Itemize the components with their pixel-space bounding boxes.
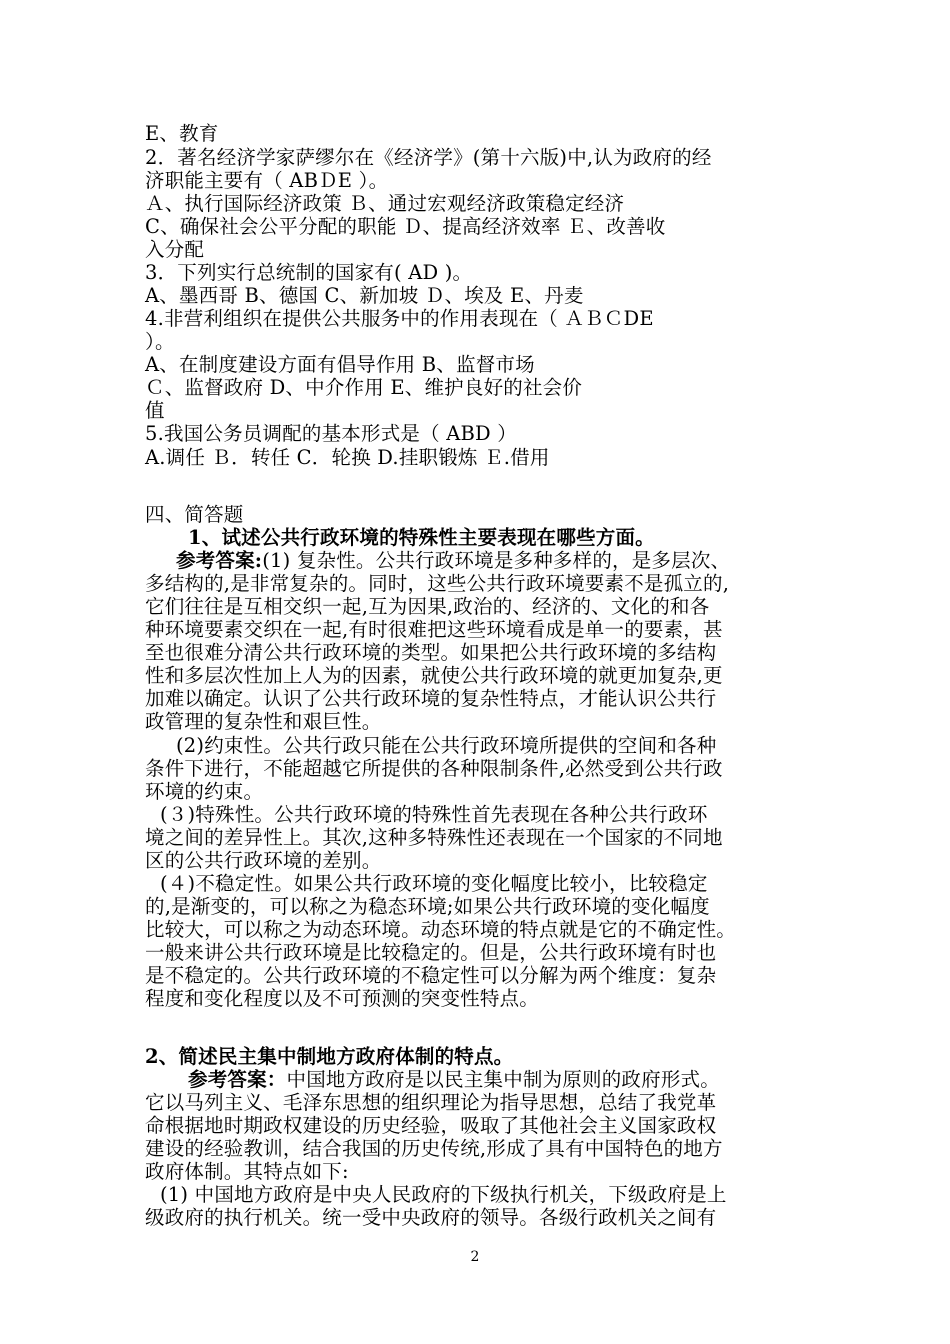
text-line: C、确保社会公平分配的职能 Ｄ、提高经济效率 Ｅ、改善收 <box>145 215 666 238</box>
text-line: 区的公共行政环境的差别。 <box>145 849 382 872</box>
text-line: 的,是渐变的，可以称之为稳态环境;如果公共行政环境的变化幅度 <box>145 895 710 918</box>
text-line: 建设的经验教训，结合我国的历史传统,形成了具有中国特色的地方 <box>145 1137 723 1160</box>
text-line: 政府体制。其特点如下: <box>145 1160 349 1183</box>
text-line: 条件下进行，不能超越它所提供的各种限制条件,必然受到公共行政 <box>145 757 723 780</box>
text-line: A、在制度建设方面有倡导作用 B、监督市场 <box>145 353 535 376</box>
text-line: 入分配 <box>145 238 205 261</box>
text-line: 性和多层次性加上人为的因素，就使公共行政环境的就更加复杂,更 <box>145 664 723 687</box>
text-line: A、墨西哥 B、德国 C、新加坡 Ｄ、埃及 E、丹麦 <box>145 284 584 307</box>
section-heading: 四、简答题 <box>145 503 244 526</box>
text-line: 2．著名经济学家萨缪尔在《经济学》(第十六版)中,认为政府的经 <box>145 146 712 169</box>
text-line: 级政府的执行机关。统一受中央政府的领导。各级行政机关之间有 <box>145 1206 717 1229</box>
text-line: 济职能主要有（ ABＤE ）。 <box>145 169 389 192</box>
text-line: 政管理的复杂性和艰巨性。 <box>145 710 382 733</box>
text-line: (４)不稳定性。如果公共行政环境的变化幅度比较小，比较稳定 <box>160 872 708 895</box>
text-line: 至也很难分清公共行政环境的类型。如果把公共行政环境的多结构 <box>145 641 717 664</box>
answer-text: 中国地方政府是以民主集中制为原则的政府形式。 <box>286 1068 720 1091</box>
text-line: 值 <box>145 399 165 422</box>
text-line: 命根据地时期政权建设的历史经验，吸取了其他社会主义国家政权 <box>145 1114 717 1137</box>
text-line: Ａ、执行国际经济政策 Ｂ、通过宏观经济政策稳定经济 <box>145 192 625 215</box>
text-line: 3．下列实行总统制的国家有( AD )。 <box>145 261 473 284</box>
text-line: 4.非营利组织在提供公共服务中的作用表现在（ ＡＢＣDE <box>145 307 654 330</box>
text-line: 环境的约束。 <box>145 780 264 803</box>
answer-text: (1) 复杂性。公共行政环境是多种多样的，是多层次、 <box>262 549 731 572</box>
text-line <box>176 549 846 573</box>
text-line: Ｃ、监督政府 D、中介作用 E、维护良好的社会价 <box>145 376 583 399</box>
text-line: 种环境要素交织在一起,有时很难把这些环境看成是单一的要素，甚 <box>145 618 723 641</box>
answer-label: 参考答案： <box>188 1068 287 1091</box>
text-line: (1) 中国地方政府是中央人民政府的下级执行机关，下级政府是上 <box>160 1183 727 1206</box>
text-line: 是不稳定的。公共行政环境的不稳定性可以分解为两个维度：复杂 <box>145 964 717 987</box>
answer-label: 参考答案: <box>176 549 263 572</box>
text-line: 加难以确定。认识了公共行政环境的复杂性特点，才能认识公共行 <box>145 687 717 710</box>
text-line: 它以马列主义、毛泽东思想的组织理论为指导思想，总结了我党革 <box>145 1091 717 1114</box>
text-line <box>188 1068 858 1092</box>
text-line: (2)约束性。公共行政只能在公共行政环境所提供的空间和各种 <box>176 734 717 757</box>
text-line: 多结构的,是非常复杂的。同时，这些公共行政环境要素不是孤立的, <box>145 572 730 595</box>
question-heading: 1、试述公共行政环境的特殊性主要表现在哪些方面。 <box>188 526 655 549</box>
text-line: 境之间的差异性上。其次,这种多特殊性还表现在一个国家的不同地 <box>145 826 723 849</box>
text-line: (３)特殊性。公共行政环境的特殊性首先表现在各种公共行政环 <box>160 803 708 826</box>
text-line: ）。 <box>145 330 175 353</box>
question-heading: 2、简述民主集中制地方政府体制的特点。 <box>145 1045 514 1068</box>
text-line: E、教育 <box>145 122 219 145</box>
text-line: 一般来讲公共行政环境是比较稳定的。但是，公共行政环境有时也 <box>145 941 717 964</box>
text-line: 比较大，可以称之为动态环境。动态环境的特点就是它的不确定性。 <box>145 918 737 941</box>
text-line: 它们往往是互相交织一起,互为因果,政治的、经济的、文化的和各 <box>145 595 710 618</box>
page-number: 2 <box>470 1249 480 1265</box>
text-line: 5.我国公务员调配的基本形式是（ ABD ） <box>145 422 517 445</box>
text-line: 程度和变化程度以及不可预测的突变性特点。 <box>145 987 540 1010</box>
text-line: A.调任 Ｂ．转任 C．轮换 D.挂职锻炼 Ｅ.借用 <box>145 446 550 469</box>
